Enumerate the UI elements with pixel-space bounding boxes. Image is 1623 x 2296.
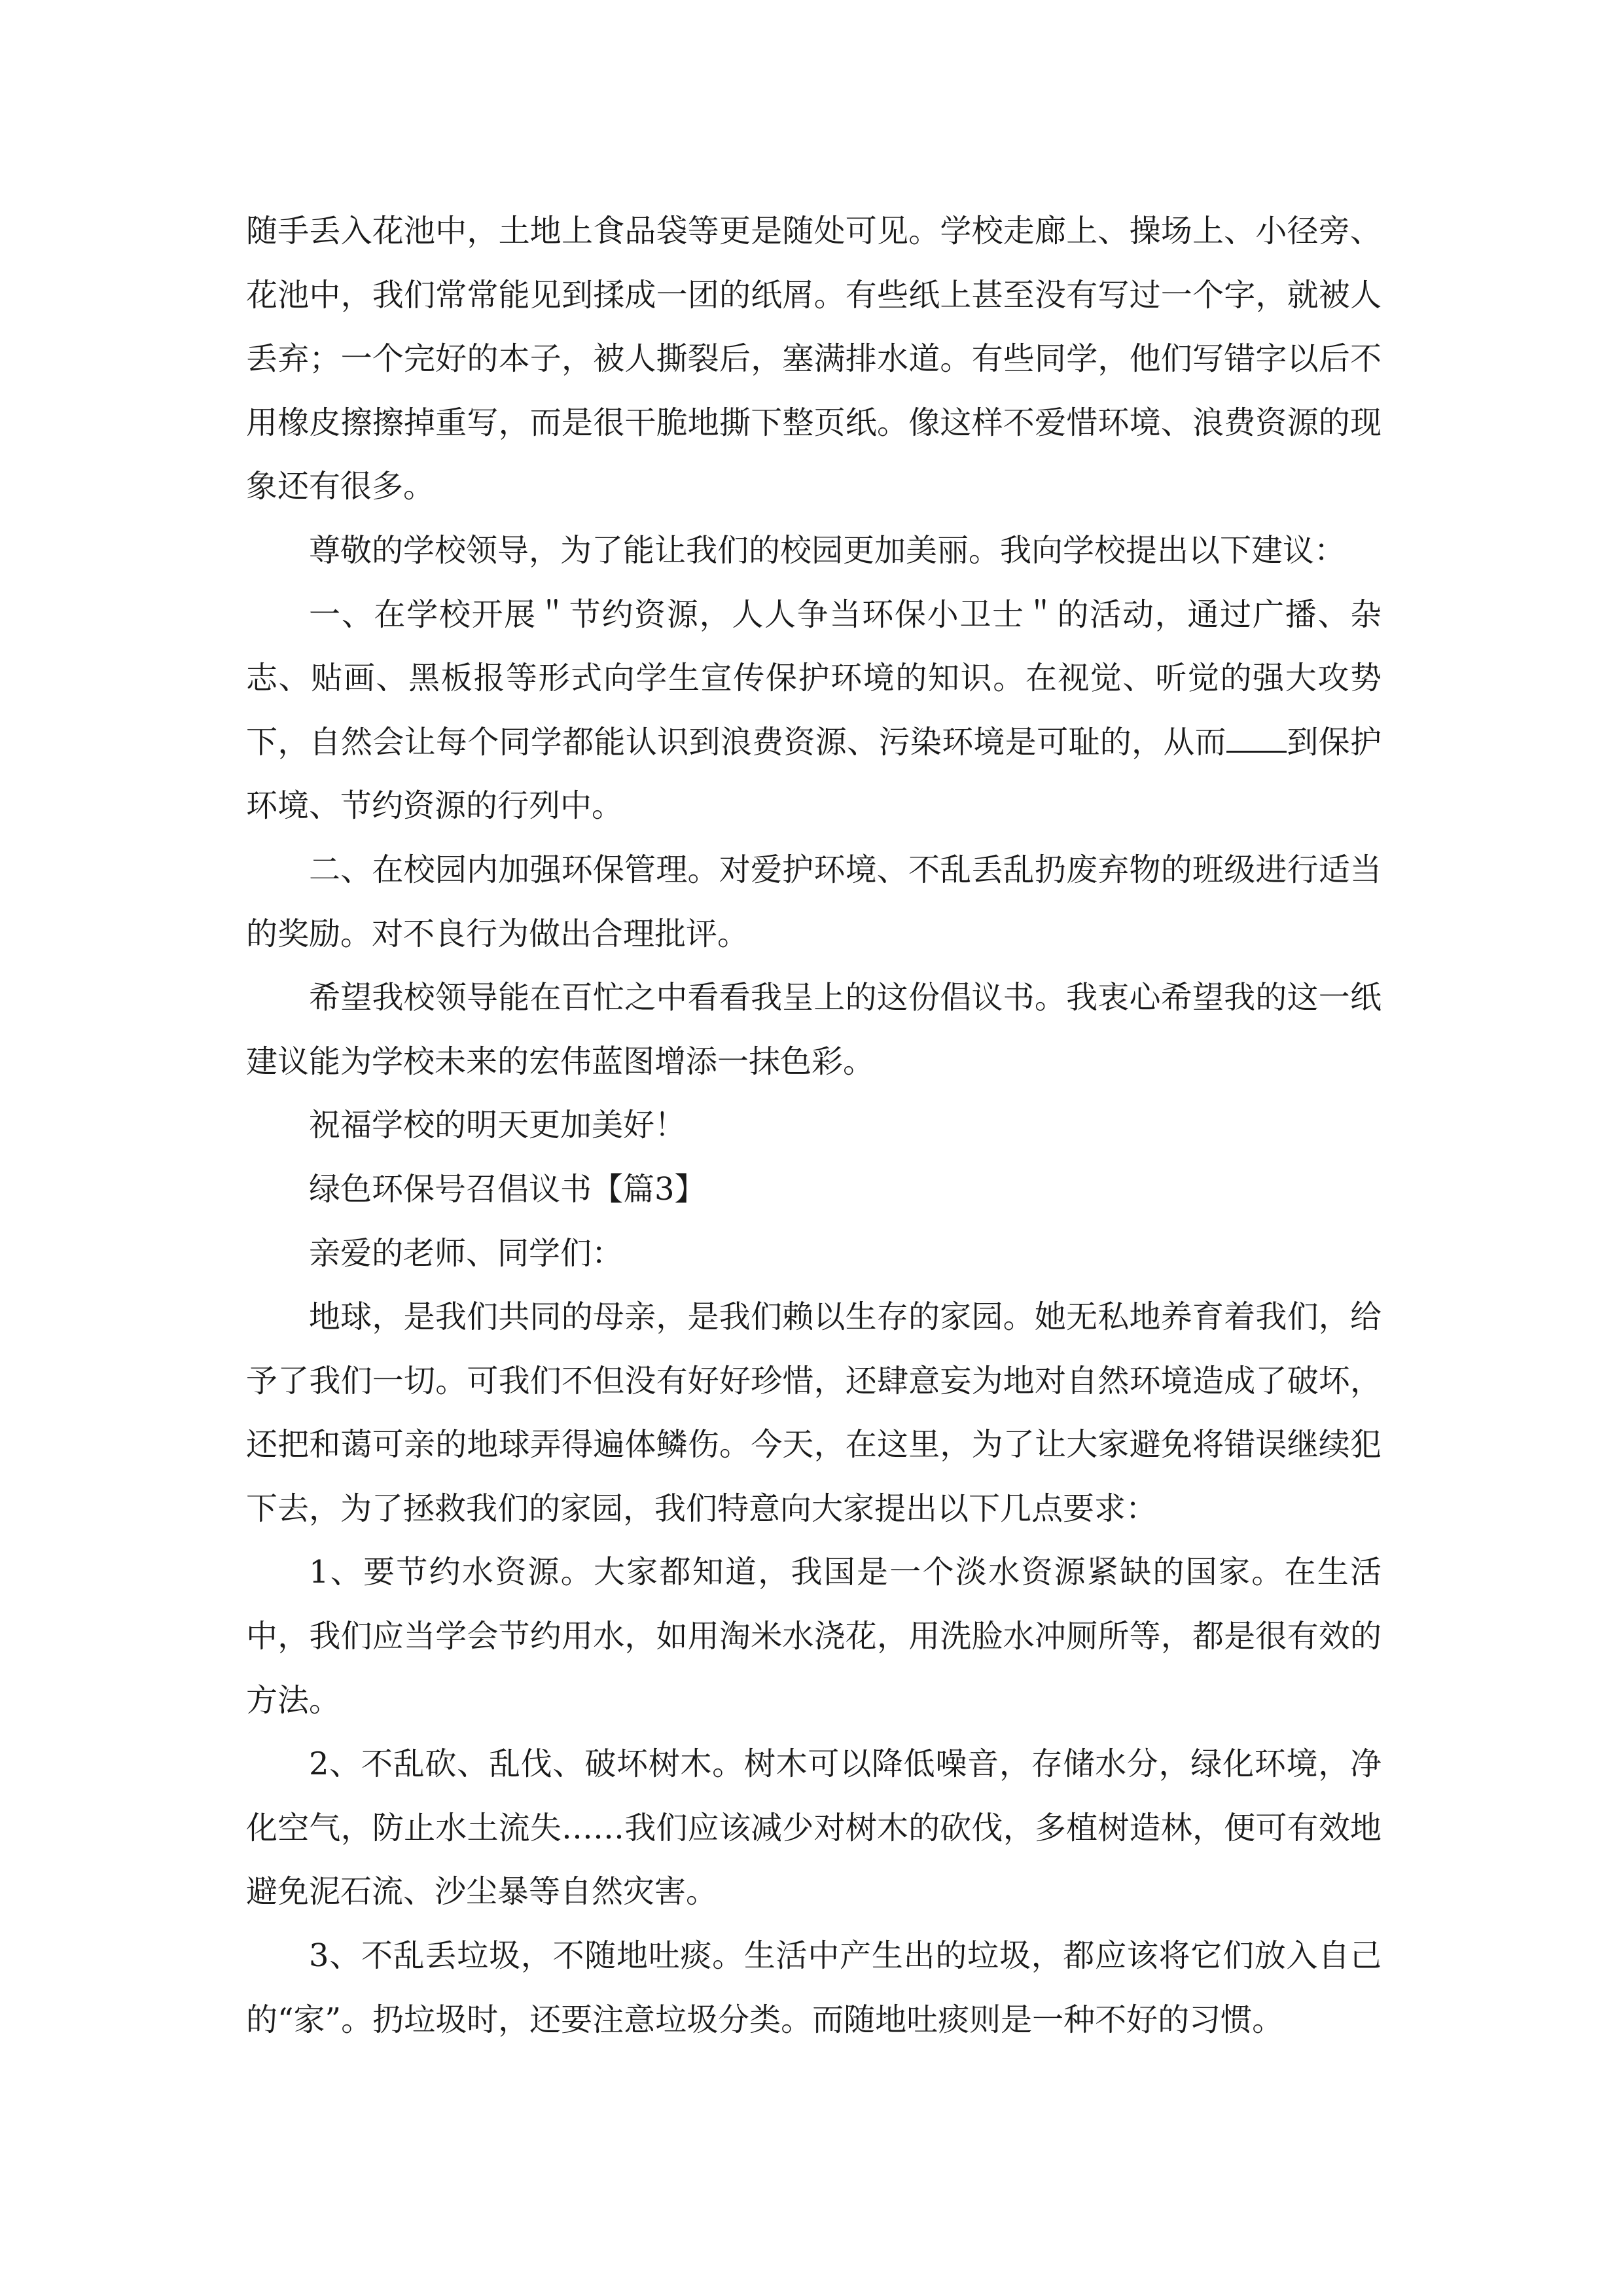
- suggestion-one-text-before: 一、在学校开展＂节约资源，人人争当环保小卫士＂的活动，通过广播、杂志、贴画、黑板报等形式向学生宣传保护环境的知识。在视觉、听觉的强大攻势下，自然会让每个同学都能认识到浪费资源、污染环境是可耻的，从而: [246, 596, 1382, 761]
- paragraph-protect-trees: 2、不乱砍、乱伐、破坏树木。树木可以降低噪音，存储水分，绿化环境，净化空气，防止水土流失……我们应该减少对树木的砍伐，多植树造林，便可有效地避免泥石流、沙尘暴等自然灾害。: [246, 1746, 1382, 1910]
- paragraph-suggestion-two: 二、在校园内加强环保管理。对爱护环境、不乱丢乱扔废弃物的班级进行适当的奖励。对不良行为做出合理批评。: [246, 851, 1382, 952]
- paragraph-suggestion-one: [246, 583, 1382, 838]
- paragraph-earth-intro: 地球，是我们共同的母亲，是我们赖以生存的家园。她无私地养育着我们，给予了我们一切。可我们不但没有好好珍惜，还肆意妄为地对自然环境造成了破坏，还把和蔼可亲的地球弄得遍体鳞伤。今天，在这里，为了让大家避免将错误继续犯下去，为了拯救我们的家园，我们特意向大家提出以下几点要求：: [246, 1299, 1382, 1527]
- paragraph-hope: 希望我校领导能在百忙之中看看我呈上的这份倡议书。我衷心希望我的这一纸建议能为学校未来的宏伟蓝图增添一抹色彩。: [246, 979, 1382, 1080]
- section-title-part-3: 绿色环保号召倡议书【篇3】: [309, 1170, 706, 1208]
- paragraph-salutation: 亲爱的老师、同学们：: [309, 1234, 624, 1272]
- document-body: [246, 200, 1382, 2052]
- paragraph-address-leaders: 尊敬的学校领导，为了能让我们的校园更加美丽。我向学校提出以下建议：: [309, 531, 1346, 569]
- paragraph-no-litter: 3、不乱丢垃圾，不随地吐痰。生活中产生出的垃圾，都应该将它们放入自己的“家”。扔垃圾时，还要注意垃圾分类。而随地吐痰则是一种不好的习惯。: [246, 1937, 1382, 2038]
- paragraph-blessing: 祝福学校的明天更加美好！: [309, 1107, 687, 1144]
- fill-in-blank: [1226, 725, 1287, 753]
- paragraph-litter-description: 随手丢入花池中，土地上食品袋等更是随处可见。学校走廊上、操场上、小径旁、花池中，我们常常能见到揉成一团的纸屑。有些纸上甚至没有写过一个字，就被人丢弃；一个完好的本子，被人撕裂后，塞满排水道。有些同学，他们写错字以后不用橡皮擦擦掉重写，而是很干脆地撕下整页纸。像这样不爱惜环境、浪费资源的现象还有很多。: [246, 213, 1382, 505]
- paragraph-save-water: 1、要节约水资源。大家都知道，我国是一个淡水资源紧缺的国家。在生活中，我们应当学会节约用水，如用淘米水浇花，用洗脸水冲厕所等，都是很有效的方法。: [246, 1554, 1382, 1719]
- suggestion-one-text-after: 到保护环境、节约资源的行列中。: [246, 723, 1382, 825]
